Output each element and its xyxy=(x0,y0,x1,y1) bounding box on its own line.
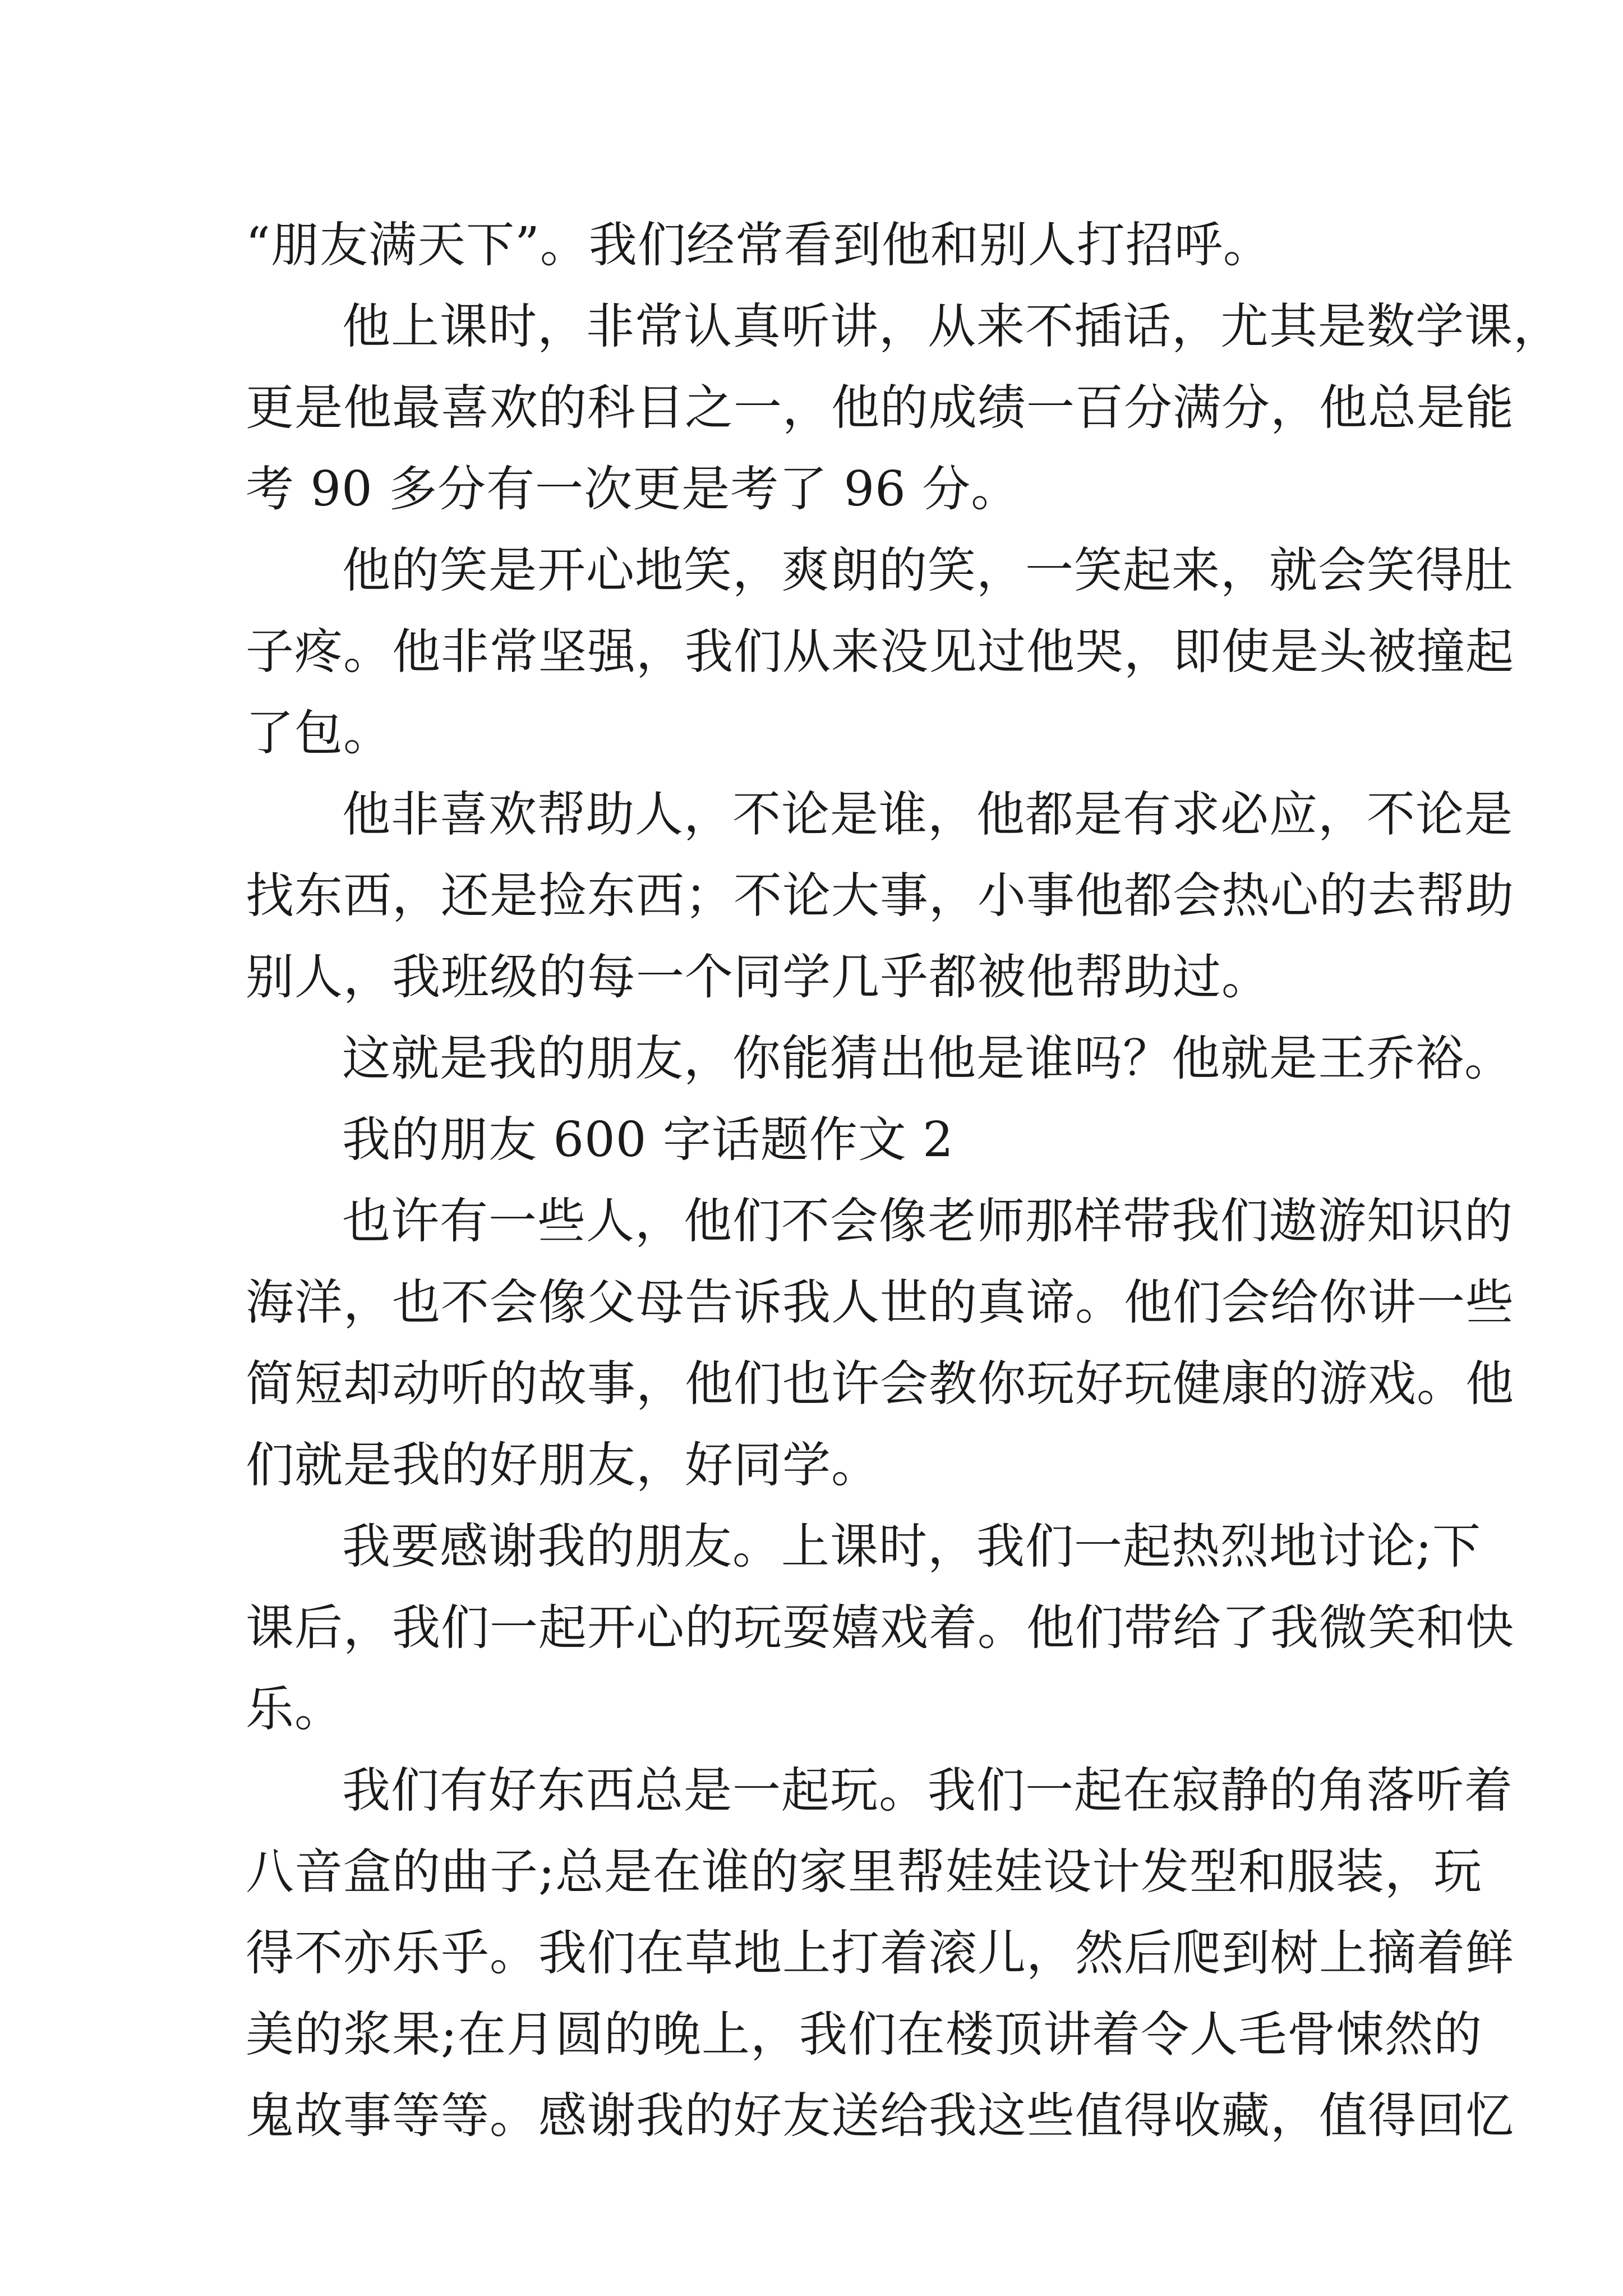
text-line: 子疼。他非常坚强，我们从来没见过他哭，即使是头被撞起 xyxy=(246,624,1514,680)
text-line: 我要感谢我的朋友。上课时，我们一起热烈地讨论;下 xyxy=(342,1519,1481,1575)
text-line: 鬼故事等等。感谢我的好友送给我这些值得收藏，值得回忆 xyxy=(246,2088,1514,2144)
text-line: 更是他最喜欢的科目之一，他的成绩一百分满分，他总是能 xyxy=(246,380,1514,436)
text-line: 课后，我们一起开心的玩耍嬉戏着。他们带给了我微笑和快 xyxy=(246,1600,1514,1656)
text-line: 得不亦乐乎。我们在草地上打着滚儿，然后爬到树上摘着鲜 xyxy=(246,1925,1514,1981)
text-line: 他的笑是开心地笑，爽朗的笑，一笑起来，就会笑得肚 xyxy=(342,542,1513,599)
text-line: 乐。 xyxy=(246,1681,343,1737)
text-line: 别人，我班级的每一个同学几乎都被他帮助过。 xyxy=(246,949,1270,1005)
text-line: “朋友满天下”。我们经常看到他和别人打招呼。 xyxy=(246,217,1272,273)
essay-body xyxy=(246,205,1562,2157)
text-line: 也许有一些人，他们不会像老师那样带我们遨游知识的 xyxy=(342,1193,1513,1249)
section-heading: 我的朋友 600 字话题作文 2 xyxy=(342,1112,954,1168)
text-line: 他上课时，非常认真听讲，从来不插话，尤其是数学课， xyxy=(342,298,1562,355)
text-line: 们就是我的好朋友，好同学。 xyxy=(246,1437,880,1493)
text-line: 我们有好东西总是一起玩。我们一起在寂静的角落听着 xyxy=(342,1763,1513,1819)
text-line: 这就是我的朋友，你能猜出他是谁吗？他就是王乔裕。 xyxy=(342,1030,1513,1087)
text-line: 简短却动听的故事，他们也许会教你玩好玩健康的游戏。他 xyxy=(246,1356,1514,1412)
text-line: 海洋，也不会像父母告诉我人世的真谛。他们会给你讲一些 xyxy=(246,1274,1514,1331)
text-line: 了包。 xyxy=(246,705,392,761)
text-line: 考 90 多分有一次更是考了 96 分。 xyxy=(246,461,1020,517)
text-line: 找东西，还是捡东西；不论大事，小事他都会热心的去帮助 xyxy=(246,868,1514,924)
text-line: 美的浆果;在月圆的晚上，我们在楼顶讲着令人毛骨悚然的 xyxy=(246,2007,1482,2063)
text-line: 他非喜欢帮助人，不论是谁，他都是有求必应，不论是 xyxy=(342,786,1513,843)
text-line: 八音盒的曲子;总是在谁的家里帮娃娃设计发型和服装，玩 xyxy=(246,1844,1482,1900)
